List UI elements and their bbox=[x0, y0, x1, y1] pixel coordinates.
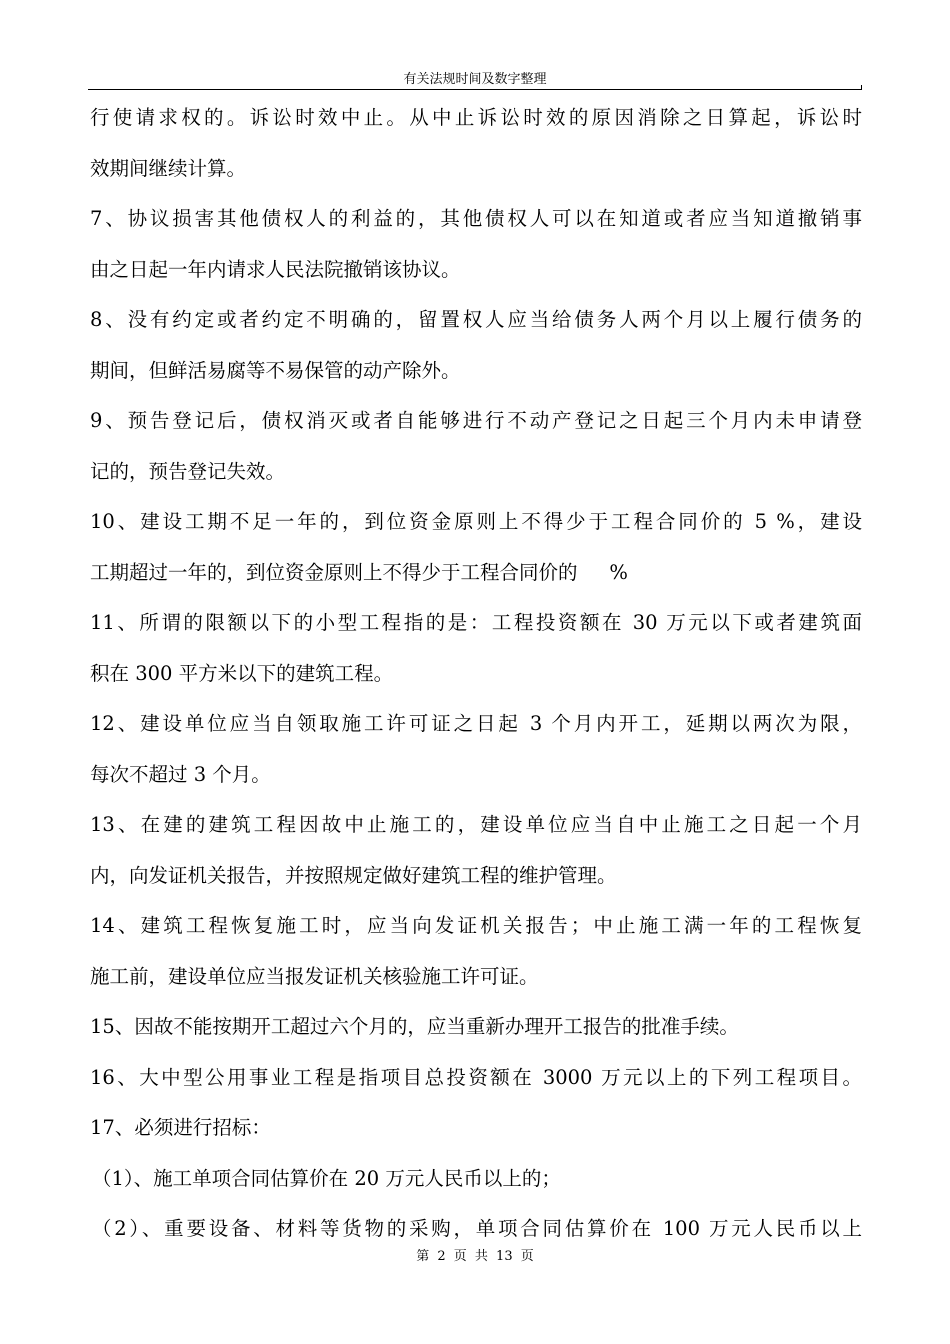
text-line: 施工前，建设单位应当报发证机关核验施工许可证。 bbox=[90, 964, 539, 988]
text-line: 8、没有约定或者约定不明确的，留置权人应当给债务人两个月以上履行债务的 bbox=[90, 308, 862, 331]
text-line: 11、所谓的限额以下的小型工程指的是：工程投资额在 30 万元以下或者建筑面 bbox=[90, 611, 862, 634]
text-line: 10、建设工期不足一年的，到位资金原则上不得少于工程合同价的 5 %，建设 bbox=[90, 510, 862, 533]
text-line: 14、建筑工程恢复施工时，应当向发证机关报告；中止施工满一年的工程恢复 bbox=[90, 914, 862, 937]
running-header: 有关法规时间及数字整理 bbox=[403, 72, 547, 87]
text-line: 效期间继续计算。 bbox=[90, 156, 247, 180]
text-line: 9、预告登记后，债权消灭或者自能够进行不动产登记之日起三个月内未申请登 bbox=[90, 409, 862, 432]
text-line: 记的，预告登记失效。 bbox=[90, 459, 286, 483]
text-line: 12、建设单位应当自领取施工许可证之日起 3 个月内开工，延期以两次为限， bbox=[90, 712, 862, 735]
text-line: 15、因故不能按期开工超过六个月的，应当重新办理开工报告的批准手续。 bbox=[90, 1015, 739, 1038]
body-text bbox=[90, 93, 862, 1255]
text-line: 积在 300 平方米以下的建筑工程。 bbox=[90, 661, 394, 685]
text-line: 16、大中型公用事业工程是指项目总投资额在 3000 万元以上的下列工程项目。 bbox=[90, 1065, 862, 1089]
header-rule bbox=[88, 89, 862, 90]
text-line: 内，向发证机关报告，并按照规定做好建筑工程的维护管理。 bbox=[90, 863, 617, 887]
text-line: 期间，但鲜活易腐等不易保管的动产除外。 bbox=[90, 358, 461, 382]
text-line: 工期超过一年的，到位资金原则上不得少于工程合同价的 % bbox=[90, 560, 628, 584]
text-line: （2）、重要设备、材料等货物的采购，单项合同估算价在 100 万元人民币以上 bbox=[92, 1217, 862, 1240]
text-line: （1）、施工单项合同估算价在 20 万元人民币以上的； bbox=[92, 1166, 561, 1190]
text-line: 13、在建的建筑工程因故中止施工的，建设单位应当自中止施工之日起一个月 bbox=[90, 813, 862, 836]
page-number-footer: 第 2 页 共 13 页 bbox=[416, 1249, 534, 1264]
text-line: 由之日起一年内请求人民法院撤销该协议。 bbox=[90, 257, 461, 281]
text-line: 17、必须进行招标： bbox=[90, 1116, 271, 1139]
text-line: 7、协议损害其他债权人的利益的，其他债权人可以在知道或者应当知道撤销事 bbox=[90, 207, 862, 230]
header-rule-tick bbox=[861, 85, 862, 90]
text-line: 行使请求权的。诉讼时效中止。从中止诉讼时效的原因消除之日算起，诉讼时 bbox=[90, 106, 862, 129]
text-line: 每次不超过 3 个月。 bbox=[90, 762, 271, 786]
